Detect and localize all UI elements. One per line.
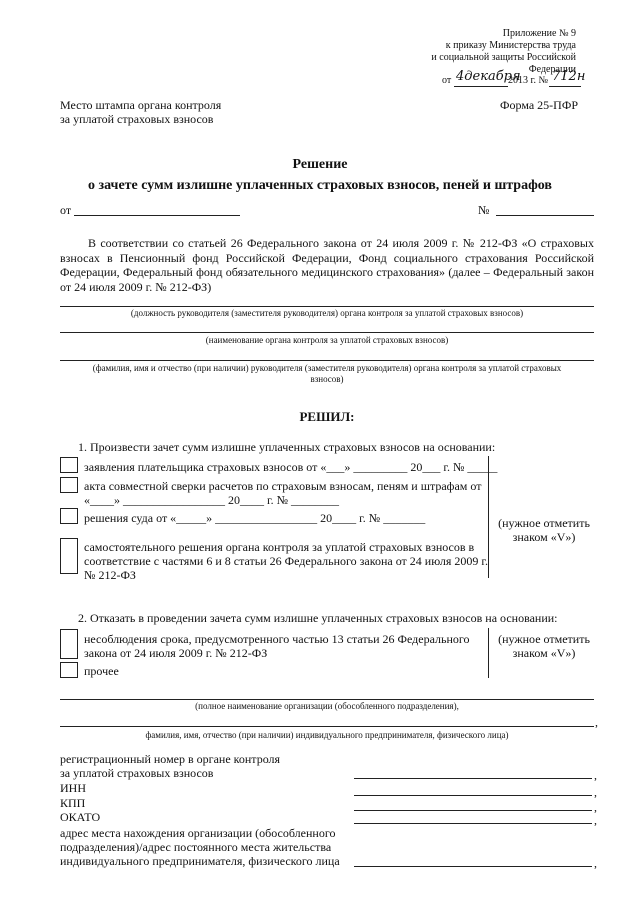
authority-caption: (наименование органа контроля за уплатой страховых взносов) (205, 335, 449, 345)
address-label (60, 826, 340, 868)
appendix-date-underline (454, 86, 508, 87)
position-field[interactable] (60, 306, 594, 307)
intro-paragraph: В соответствии со статьей 26 Федерального закона от 24 июля 2009 г. № 212-ФЗ «О страховых взносах в Пенсионный фонд Российской Федерации, Фонд социального страхования Российской Федерации, Федеральный фонд обязательного медицинского страхования» (далее – Федеральный закон от 24 июля 2009 г. № 212-ФЗ) (60, 236, 594, 294)
inn-label: ИНН (60, 781, 86, 795)
option-other: прочее (84, 664, 119, 678)
option-own-decision-line-2: соответствие с частями 6 и 8 статьи 26 Федерального закона от 24 июля 2009 г. (84, 554, 488, 568)
checkbox-application[interactable] (60, 457, 78, 473)
okato-label: ОКАТО (60, 810, 101, 824)
appendix-date-prefix: от (442, 75, 452, 86)
appendix-number-handwritten: 712н (552, 69, 586, 84)
number-label: № (478, 203, 490, 217)
option-own-decision-line-3: № 212-ФЗ (84, 568, 136, 582)
org-name-field[interactable] (60, 699, 594, 700)
authority-field[interactable] (60, 332, 594, 333)
from-label: от (60, 203, 72, 217)
address-comma: , (594, 856, 597, 870)
person-caption: фамилия, имя, отчество (при наличии) индивидуального предпринимателя, физического лица) (145, 730, 509, 740)
section2-note-line-1: (нужное отметить (498, 632, 590, 646)
option-own-decision (84, 540, 488, 582)
option-own-decision-line-1: самостоятельного решения органа контроля за уплатой страховых взносов в (84, 540, 475, 554)
appendix-line-4: Федерации (528, 64, 576, 75)
option-reconciliation-act-line-1: акта совместной сверки расчетов по страховым взносам, пеням и штрафам от (84, 479, 482, 493)
section1-note-line-2: знаком «V») (512, 530, 576, 544)
stamp-place (60, 98, 300, 126)
checkbox-reconciliation-act[interactable] (60, 477, 78, 493)
section2-heading: 2. Отказать в проведении зачета сумм излишне уплаченных страховых взносов на основании: (78, 611, 558, 625)
kpp-field[interactable] (354, 810, 592, 811)
address-label-line-2: подразделения)/адрес постоянного места жительства (60, 840, 332, 854)
appendix-date-handwritten: 4декабря (456, 69, 521, 84)
section1-heading: 1. Произвести зачет сумм излишне уплаченных страховых взносов на основании: (78, 440, 496, 454)
person-field-comma: , (595, 715, 598, 729)
person-field[interactable] (60, 726, 594, 727)
inn-comma: , (594, 785, 597, 799)
address-field[interactable] (354, 866, 592, 867)
decision-number-field[interactable] (496, 215, 594, 216)
checkbox-own-decision[interactable] (60, 538, 78, 574)
appendix-number-underline (549, 86, 581, 87)
okato-field[interactable] (354, 823, 592, 824)
option-deadline-violation (84, 632, 470, 660)
reg-number-comma: , (594, 768, 597, 782)
address-label-line-1: адрес места нахождения организации (обособленного (60, 826, 336, 840)
option-deadline-violation-line-2: закона от 24 июля 2009 г. № 212-ФЗ (84, 646, 268, 660)
kpp-comma: , (594, 800, 597, 814)
section1-note (492, 516, 596, 544)
appendix-date-year: 2013 г. № (508, 75, 549, 86)
stamp-place-line-2: за уплатой страховых взносов (60, 112, 214, 126)
decided-heading: РЕШИЛ: (299, 409, 355, 424)
appendix-line-3: и социальной защиты Российской (431, 52, 576, 63)
head-fio-field[interactable] (60, 360, 594, 361)
stamp-place-line-1: Место штампа органа контроля (60, 98, 222, 112)
head-fio-caption (60, 363, 594, 385)
page-title (60, 156, 580, 194)
checkbox-other[interactable] (60, 662, 78, 678)
option-application: заявления плательщика страховых взносов от «___» _________ 20___ г. № _____ (84, 460, 498, 474)
option-deadline-violation-line-1: несоблюдения срока, предусмотренного частью 13 статьи 26 Федерального (84, 632, 470, 646)
from-date-field[interactable] (74, 215, 240, 216)
address-label-line-3: индивидуального предпринимателя, физического лица (60, 854, 340, 868)
position-caption: (должность руководителя (заместителя руководителя) органа контроля за уплатой страховых взносов) (130, 308, 524, 318)
option-reconciliation-act (84, 479, 481, 507)
section2-divider (488, 628, 489, 678)
head-fio-caption-line-1: (фамилия, имя и отчество (при наличии) руководителя (заместителя руководителя) органа контроля за уплатой страховых (92, 363, 562, 373)
appendix-line-1: Приложение № 9 (502, 28, 576, 39)
option-court-decision: решения суда от «_____» _________________ 20____ г. № _______ (84, 511, 426, 525)
okato-comma: , (594, 813, 597, 827)
section2-note-line-2: знаком «V») (512, 646, 576, 660)
reg-number-label (60, 752, 280, 780)
reg-number-label-line-1: регистрационный номер в органе контроля (60, 752, 281, 766)
kpp-label: КПП (60, 796, 86, 810)
checkbox-deadline-violation[interactable] (60, 629, 78, 659)
head-fio-caption-line-2: взносов) (310, 374, 344, 384)
title-line-2: о зачете сумм излишне уплаченных страховых взносов, пеней и штрафов (87, 178, 552, 193)
form-code: Форма 25-ПФР (500, 98, 578, 112)
title-line-1: Решение (292, 157, 348, 172)
reg-number-label-line-2: за уплатой страховых взносов (60, 766, 214, 780)
org-name-caption: (полное наименование организации (обособленного подразделения), (195, 701, 459, 711)
reg-number-field[interactable] (354, 778, 592, 779)
section1-divider (488, 456, 489, 578)
inn-field[interactable] (354, 795, 592, 796)
checkbox-court-decision[interactable] (60, 508, 78, 524)
option-reconciliation-act-line-2: «____» _________________ 20____ г. № ________ (84, 493, 340, 507)
section2-note (492, 632, 596, 660)
section1-note-line-1: (нужное отметить (498, 516, 590, 530)
appendix-line-2: к приказу Министерства труда (445, 40, 576, 51)
